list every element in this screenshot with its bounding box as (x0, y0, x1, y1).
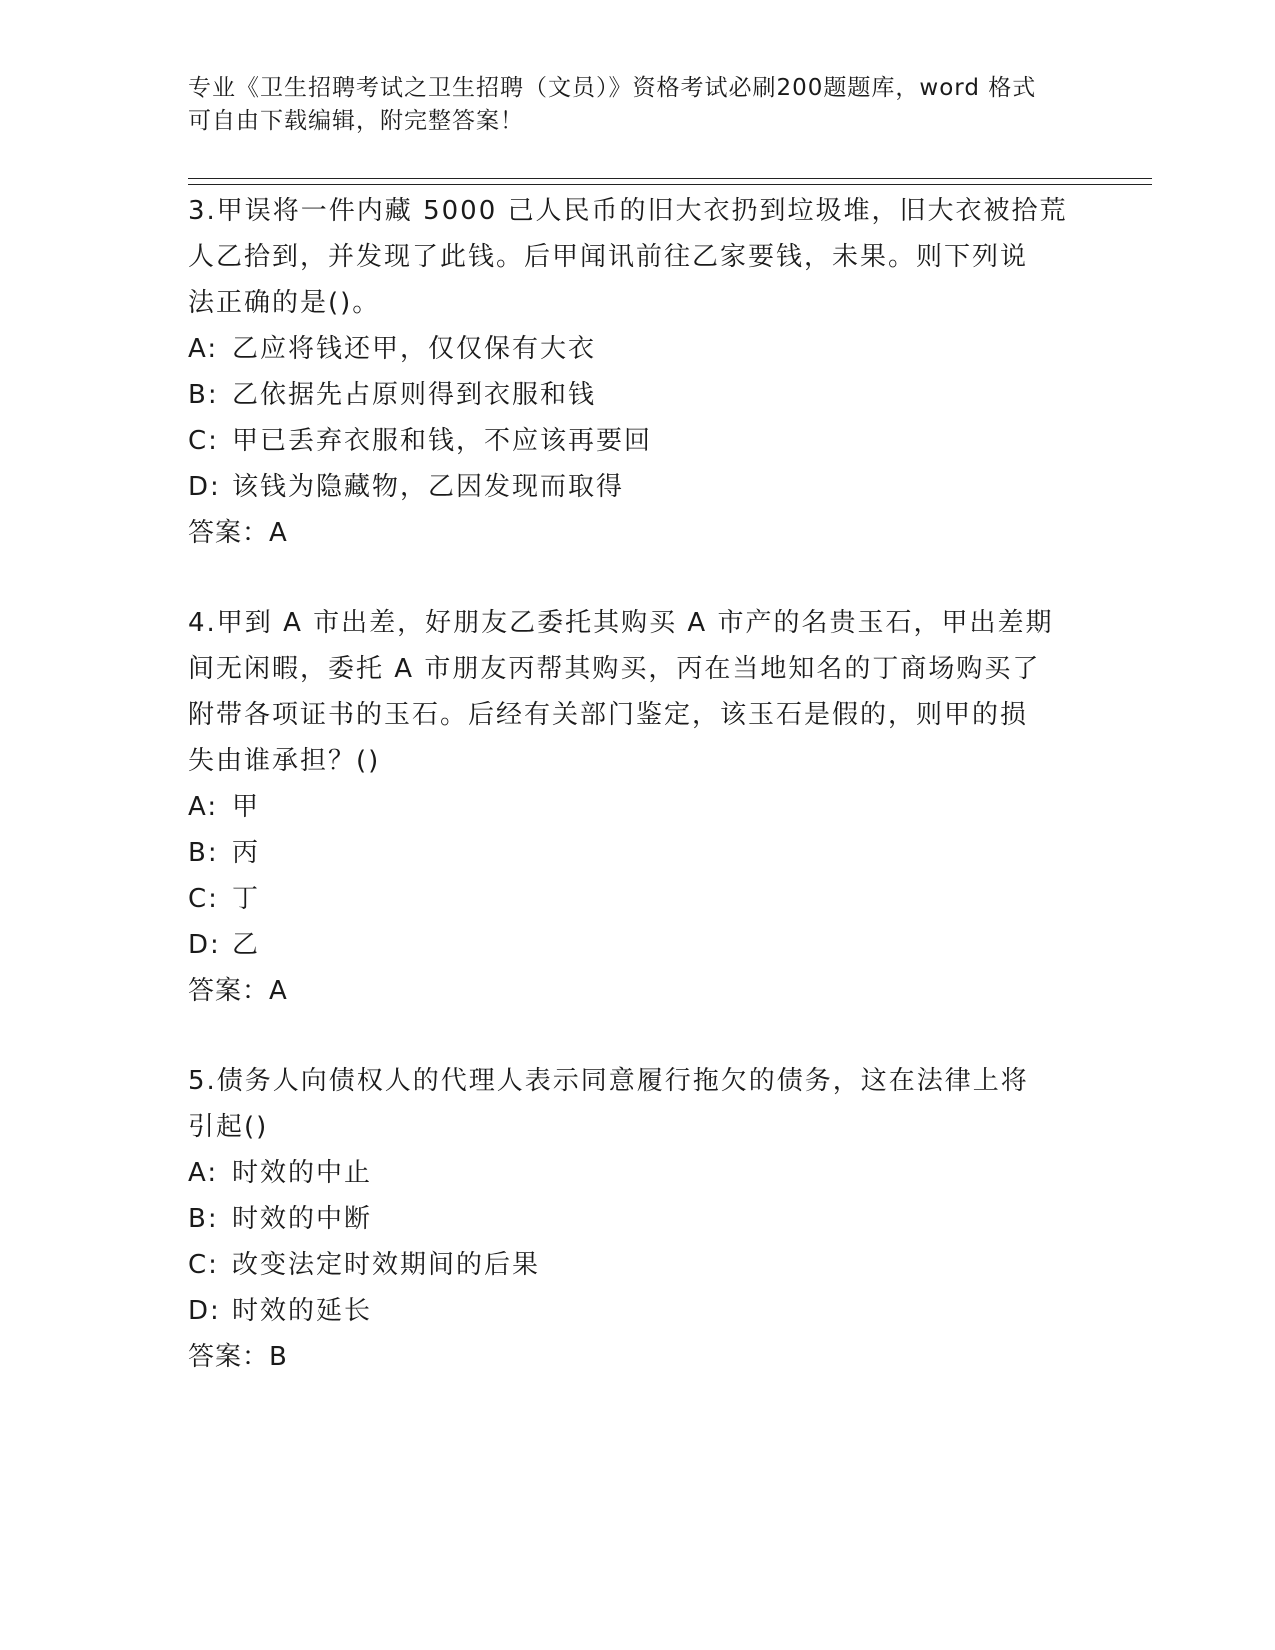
option-key: A: (188, 334, 219, 364)
option-b (188, 1196, 1088, 1242)
answer-line: 答案：A (188, 518, 288, 548)
option-a (188, 784, 1088, 830)
option-d (188, 922, 1088, 968)
question-line: 失由谁承担？() (188, 746, 381, 776)
option-a (188, 1150, 1088, 1196)
question-line: 法正确的是()。 (188, 288, 381, 318)
option-key: A: (188, 1158, 219, 1188)
question-line: 4.甲到 A 市出差，好朋友乙委托其购买 A 市产的名贵玉石，甲出差期 (188, 608, 1054, 638)
option-key: C: (188, 426, 219, 456)
option-text: 时效的延长 (232, 1296, 373, 1326)
option-b (188, 372, 1088, 418)
option-text: 改变法定时效期间的后果 (232, 1250, 541, 1280)
question-stem (188, 600, 1088, 784)
option-key: C: (188, 1250, 219, 1280)
question-list (188, 188, 1088, 1424)
question-stem (188, 188, 1088, 326)
header-line-2: 可自由下载编辑，附完整答案！ (188, 108, 524, 134)
option-text: 时效的中断 (232, 1204, 373, 1234)
option-key: D: (188, 930, 221, 960)
option-key: C: (188, 884, 219, 914)
option-key: B: (188, 1204, 219, 1234)
header-rule-top (188, 178, 1152, 179)
question-3 (188, 188, 1088, 556)
document-header (188, 72, 1068, 138)
option-b (188, 830, 1088, 876)
option-key: B: (188, 380, 219, 410)
option-c (188, 1242, 1088, 1288)
option-d (188, 464, 1088, 510)
option-c (188, 876, 1088, 922)
header-rule-bottom (188, 184, 1152, 185)
header-line-1: 专业《卫生招聘考试之卫生招聘（文员）》资格考试必刷200题题库，word 格式 (188, 75, 1037, 101)
option-key: A: (188, 792, 219, 822)
question-4 (188, 600, 1088, 1014)
option-text: 时效的中止 (232, 1158, 373, 1188)
answer-line: 答案：B (188, 1342, 288, 1372)
option-text: 甲 (232, 792, 261, 822)
question-line: 间无闲暇，委托 A 市朋友丙帮其购买，丙在当地知名的丁商场购买了 (188, 654, 1041, 684)
option-text: 丁 (232, 884, 261, 914)
option-text: 丙 (232, 838, 261, 868)
option-key: B: (188, 838, 219, 868)
question-line: 人乙拾到，并发现了此钱。后甲闻讯前往乙家要钱，未果。则下列说 (188, 242, 1029, 272)
question-stem (188, 1058, 1088, 1150)
option-key: D: (188, 1296, 221, 1326)
option-text: 乙 (232, 930, 261, 960)
question-line: 附带各项证书的玉石。后经有关部门鉴定，该玉石是假的，则甲的损 (188, 700, 1029, 730)
option-text: 甲已丢弃衣服和钱，不应该再要回 (232, 426, 653, 456)
option-text: 乙依据先占原则得到衣服和钱 (232, 380, 597, 410)
option-c (188, 418, 1088, 464)
option-text: 该钱为隐藏物，乙因发现而取得 (232, 472, 625, 502)
option-key: D: (188, 472, 221, 502)
question-line: 引起() (188, 1112, 269, 1142)
option-text: 乙应将钱还甲，仅仅保有大衣 (232, 334, 597, 364)
question-line: 5.债务人向债权人的代理人表示同意履行拖欠的债务，这在法律上将 (188, 1066, 1029, 1096)
option-d (188, 1288, 1088, 1334)
answer-line: 答案：A (188, 976, 288, 1006)
question-5 (188, 1058, 1088, 1380)
option-a (188, 326, 1088, 372)
question-line: 3.甲误将一件内藏 5000 己人民币的旧大衣扔到垃圾堆，旧大衣被拾荒 (188, 196, 1068, 226)
